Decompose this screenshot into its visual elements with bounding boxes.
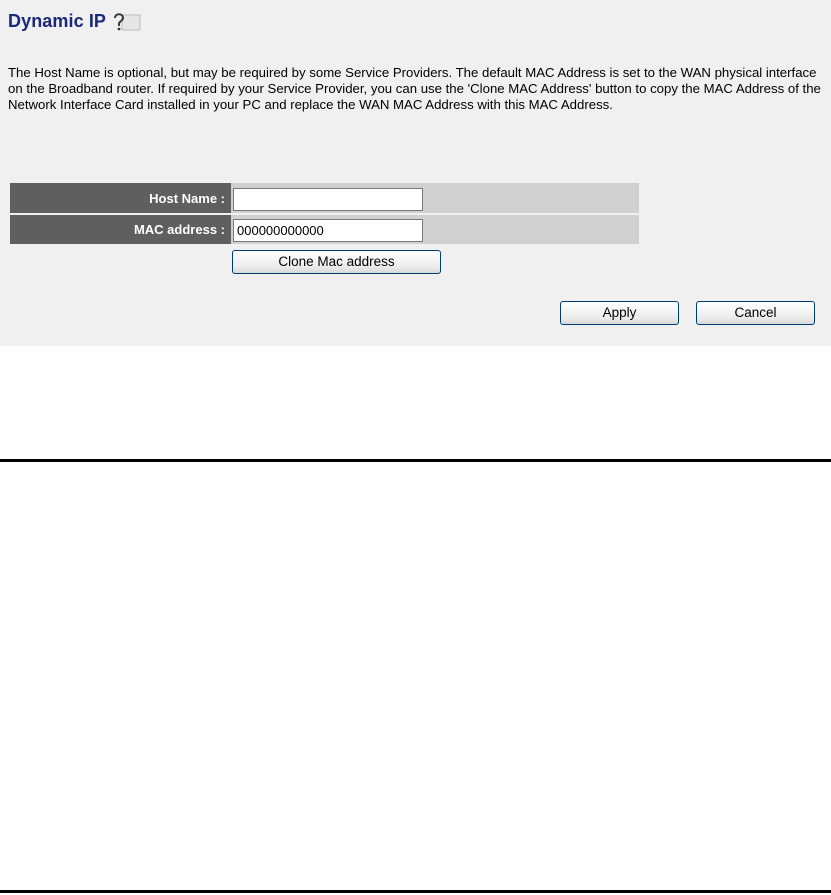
mac-address-cell <box>231 214 639 245</box>
page-title <box>8 10 141 32</box>
cancel-button[interactable]: Cancel <box>696 301 815 325</box>
mac-address-row <box>10 214 639 245</box>
host-name-label: Host Name : <box>10 183 231 214</box>
wan-settings-table <box>10 183 639 246</box>
host-name-row <box>10 183 639 214</box>
mac-address-input[interactable] <box>233 219 423 242</box>
dynamic-ip-panel <box>0 0 831 346</box>
host-name-cell <box>231 183 639 214</box>
horizontal-divider <box>0 459 831 462</box>
mac-address-label: MAC address : <box>10 214 231 245</box>
description-text: The Host Name is optional, but may be required by some Service Providers. The default MAC Address is set to the WAN physical interface on the Broadband router. If required by your Service Provider, you can use the 'Clone MAC Address' button to copy the MAC Address of the Network Interface Card installed in your PC and replace the WAN MAC Address with this MAC Address. <box>8 65 821 112</box>
host-name-input[interactable] <box>233 188 423 211</box>
page-title-text: Dynamic IP <box>8 10 107 31</box>
horizontal-divider <box>0 890 831 893</box>
apply-button[interactable]: Apply <box>560 301 679 325</box>
clone-mac-address-button[interactable]: Clone Mac address <box>232 250 441 274</box>
help-icon[interactable] <box>111 10 141 32</box>
